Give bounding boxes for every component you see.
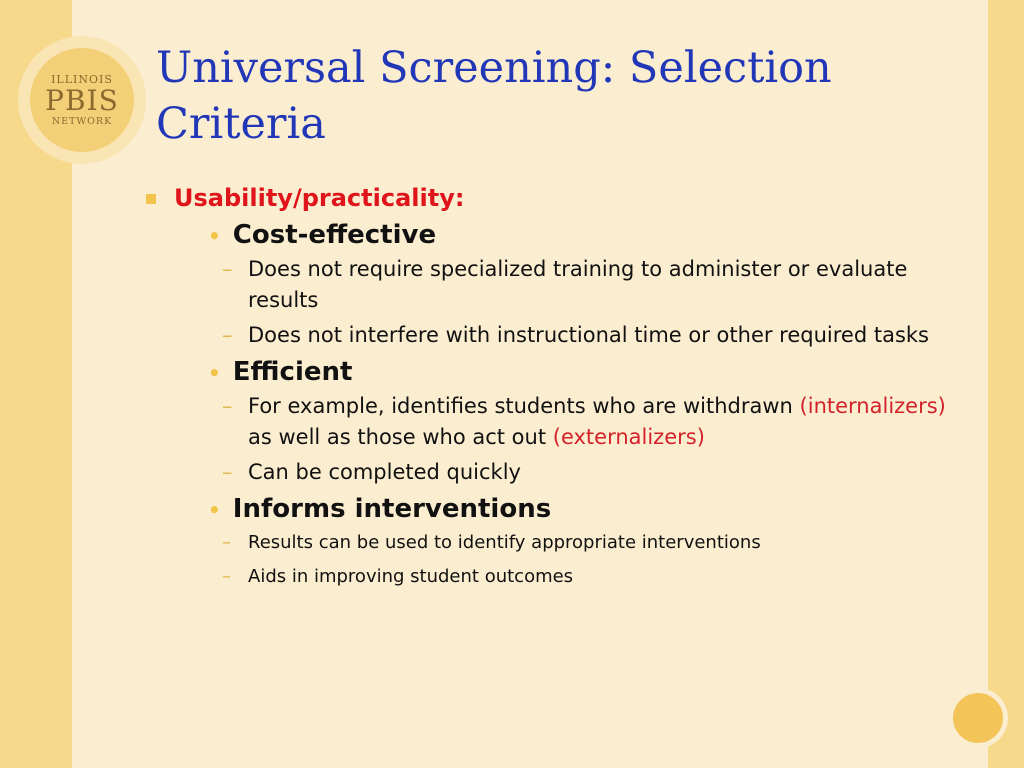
list-item-text: Can be completed quickly	[248, 460, 521, 484]
dash-bullet-icon: –	[222, 323, 233, 347]
internalizers-term: (internalizers)	[799, 394, 946, 418]
list-item-text: Aids in improving student outcomes	[248, 566, 574, 587]
list-item-text	[248, 391, 946, 453]
section-cost-effective	[208, 220, 946, 250]
externalizers-term: (externalizers)	[552, 425, 705, 449]
section-label: Cost-effective	[232, 220, 437, 250]
dash-bullet-icon: –	[222, 394, 233, 418]
list-item	[222, 254, 946, 316]
dash-bullet-icon: –	[222, 460, 233, 484]
heading-text: Usability/practicality:	[174, 184, 465, 212]
logo-top-text: ILLINOIS	[51, 73, 113, 86]
section-label: Informs interventions	[232, 494, 552, 524]
pbis-logo	[30, 48, 134, 152]
dash-bullet-icon: –	[222, 566, 231, 587]
dot-bullet-icon: •	[208, 224, 221, 248]
text-segment: For example, identifies students who are withdrawn	[248, 394, 800, 418]
list-item-text: Does not interfere with instructional time or other required tasks	[248, 323, 929, 347]
text-segment: as well as those who act out	[248, 425, 553, 449]
list-item-text: Does not require specialized training to administer or evaluate results	[248, 257, 908, 312]
corner-ornament-dot	[953, 693, 1003, 743]
right-margin-band	[988, 0, 1024, 768]
square-bullet-icon	[146, 194, 156, 204]
dash-bullet-icon: –	[222, 532, 231, 553]
list-item	[222, 562, 946, 592]
logo-bottom-text: NETWORK	[51, 116, 113, 127]
section-label: Efficient	[232, 357, 353, 387]
slide-body	[146, 184, 946, 592]
section-informs-interventions	[208, 494, 946, 524]
list-item	[222, 320, 946, 351]
dot-bullet-icon: •	[208, 498, 221, 522]
logo-main-text: PBIS	[45, 84, 119, 117]
list-item	[222, 457, 946, 488]
slide-title: Universal Screening: Selection Criteria	[156, 43, 832, 149]
list-item	[222, 391, 946, 453]
section-efficient	[208, 357, 946, 387]
dot-bullet-icon: •	[208, 361, 221, 385]
dash-bullet-icon: –	[222, 257, 233, 281]
heading-item	[146, 184, 946, 212]
list-item-text: Results can be used to identify appropriate interventions	[248, 532, 761, 553]
list-item	[222, 528, 946, 558]
